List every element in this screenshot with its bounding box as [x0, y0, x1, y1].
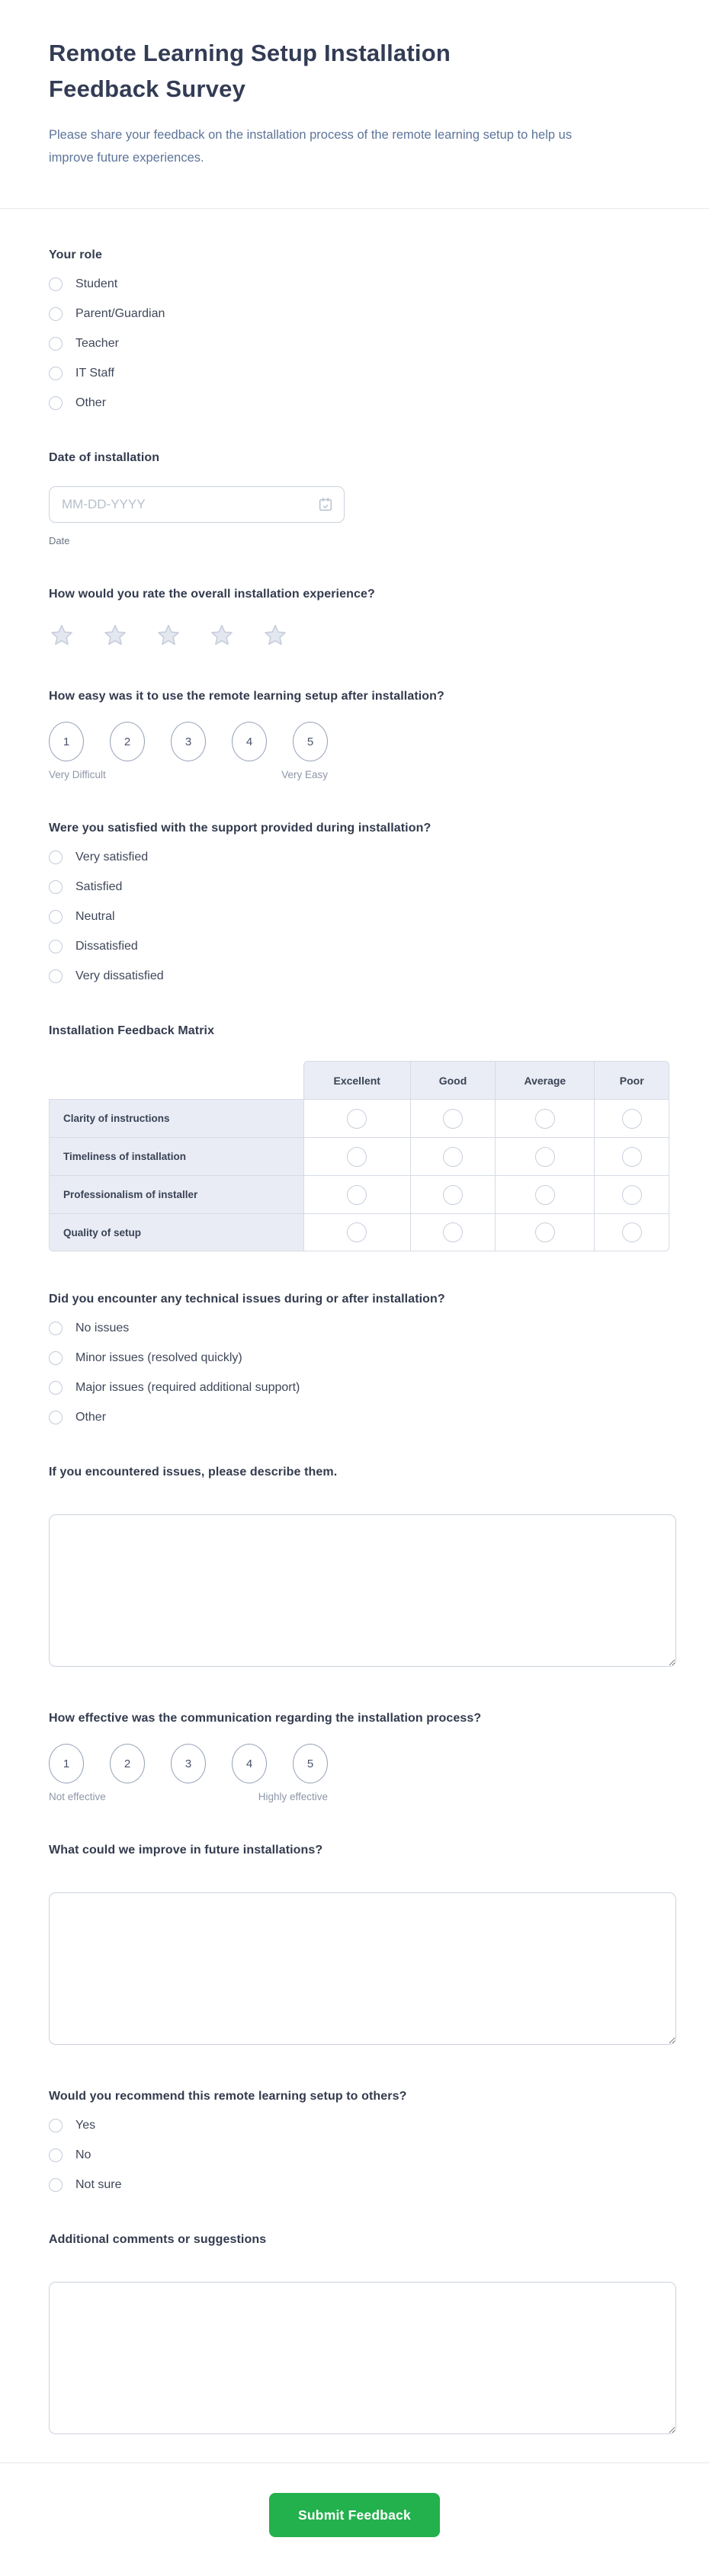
date-helper-label: Date: [49, 535, 70, 546]
matrix-radio-icon[interactable]: [443, 1185, 463, 1205]
matrix-row-label: Professionalism of installer: [49, 1175, 303, 1213]
radio-option-minor-issues[interactable]: [49, 1351, 677, 1365]
radio-icon[interactable]: [49, 2178, 63, 2192]
matrix-cell: [303, 1137, 410, 1175]
matrix-cell: [303, 1213, 410, 1251]
scale-points: [49, 1744, 677, 1783]
question-role: [49, 248, 677, 410]
matrix-column-header: Excellent: [303, 1061, 410, 1099]
survey-form: [0, 248, 709, 2462]
question-describe-issues: [49, 1466, 677, 1671]
scale-end-labels: [49, 769, 328, 780]
matrix-radio-icon[interactable]: [622, 1147, 642, 1167]
option-label: Teacher: [75, 337, 119, 350]
radio-option-no[interactable]: [49, 2148, 677, 2162]
scale-max-label: Very Easy: [281, 769, 328, 780]
scale-points: [49, 722, 677, 761]
radio-icon[interactable]: [49, 2119, 63, 2132]
matrix-cell: [410, 1099, 496, 1137]
question-support: [49, 822, 677, 983]
question-ease: [49, 690, 677, 780]
scale-point-3[interactable]: 3: [171, 722, 206, 761]
matrix-cell: [303, 1099, 410, 1137]
matrix-cell: [594, 1213, 669, 1251]
scale-max-label: Highly effective: [258, 1791, 328, 1802]
question-issues: [49, 1293, 677, 1424]
option-label: Minor issues (resolved quickly): [75, 1351, 242, 1364]
star-icon[interactable]: [156, 623, 181, 649]
matrix-radio-icon[interactable]: [347, 1109, 367, 1129]
matrix-radio-icon[interactable]: [535, 1222, 555, 1242]
survey-footer: [0, 2463, 709, 2576]
matrix-row-quality: [49, 1213, 669, 1251]
matrix-corner-cell: [49, 1061, 303, 1099]
radio-icon[interactable]: [49, 851, 63, 864]
date-input-wrapper: [49, 486, 345, 523]
radio-icon[interactable]: [49, 969, 63, 983]
option-label: No issues: [75, 1322, 130, 1334]
matrix-radio-icon[interactable]: [622, 1109, 642, 1129]
comments-textarea[interactable]: [49, 2282, 676, 2434]
option-label: Very satisfied: [75, 851, 149, 863]
question-label: Additional comments or suggestions: [49, 2233, 267, 2246]
page-subtitle: Please share your feedback on the installation process of the remote learning setup to help us improve future experiences.: [49, 128, 573, 165]
matrix-radio-icon[interactable]: [443, 1222, 463, 1242]
matrix-row-clarity: [49, 1099, 669, 1137]
scale-point-2[interactable]: 2: [110, 722, 145, 761]
radio-option-teacher[interactable]: [49, 337, 677, 351]
matrix-radio-icon[interactable]: [535, 1109, 555, 1129]
radio-option-other-issues[interactable]: [49, 1411, 677, 1424]
radio-option-yes[interactable]: [49, 2119, 677, 2132]
matrix-cell: [495, 1175, 594, 1213]
radio-option-parent-guardian[interactable]: [49, 307, 677, 321]
matrix-header-row: [49, 1061, 669, 1099]
radio-icon[interactable]: [49, 1411, 63, 1424]
option-label: Dissatisfied: [75, 940, 138, 953]
option-label: Neutral: [75, 910, 115, 923]
matrix-cell: [594, 1175, 669, 1213]
matrix-cell: [495, 1137, 594, 1175]
recommend-options: [49, 2119, 677, 2192]
matrix-radio-icon[interactable]: [443, 1109, 463, 1129]
radio-option-dissatisfied[interactable]: [49, 940, 677, 953]
matrix-cell: [410, 1213, 496, 1251]
scale-end-labels: [49, 1791, 328, 1802]
matrix-radio-icon[interactable]: [347, 1147, 367, 1167]
ease-scale: [49, 722, 677, 780]
star-icon[interactable]: [49, 623, 75, 649]
question-label: How effective was the communication regarding the installation process?: [49, 1712, 482, 1725]
radio-icon[interactable]: [49, 277, 63, 291]
matrix-row-professionalism: [49, 1175, 669, 1213]
submit-feedback-button[interactable]: Submit Feedback: [269, 2493, 440, 2537]
matrix-row-timeliness: [49, 1137, 669, 1175]
radio-option-student[interactable]: [49, 277, 677, 291]
option-label: Satisfied: [75, 880, 123, 893]
question-label: If you encountered issues, please describe them.: [49, 1466, 338, 1479]
scale-min-label: Very Difficult: [49, 769, 106, 780]
matrix-radio-icon[interactable]: [622, 1222, 642, 1242]
option-label: Other: [75, 1411, 107, 1424]
question-label: Installation Feedback Matrix: [49, 1024, 215, 1037]
matrix-radio-icon[interactable]: [535, 1185, 555, 1205]
question-label: What could we improve in future installations?: [49, 1844, 323, 1857]
option-label: Parent/Guardian: [75, 307, 165, 320]
question-label: Your role: [49, 248, 102, 261]
support-options: [49, 851, 677, 983]
question-date: [49, 451, 677, 546]
matrix-radio-icon[interactable]: [622, 1185, 642, 1205]
star-icon[interactable]: [262, 623, 288, 649]
matrix-row-label: Timeliness of installation: [49, 1137, 303, 1175]
matrix-row-label: Clarity of instructions: [49, 1099, 303, 1137]
scale-point-5[interactable]: 5: [293, 1744, 328, 1783]
radio-icon[interactable]: [49, 367, 63, 380]
matrix-cell: [303, 1175, 410, 1213]
radio-option-satisfied[interactable]: [49, 880, 677, 894]
header-divider: [0, 208, 709, 209]
question-improve: [49, 1844, 677, 2049]
describe-issues-textarea[interactable]: [49, 1514, 676, 1667]
matrix-cell: [495, 1213, 594, 1251]
question-recommend: [49, 2090, 677, 2192]
radio-icon[interactable]: [49, 396, 63, 410]
date-input[interactable]: [49, 486, 345, 523]
radio-icon[interactable]: [49, 910, 63, 924]
role-options: [49, 277, 677, 410]
question-matrix: [49, 1024, 677, 1251]
radio-icon[interactable]: [49, 2148, 63, 2162]
option-label: IT Staff: [75, 367, 114, 380]
radio-option-major-issues[interactable]: [49, 1381, 677, 1395]
option-label: No: [75, 2148, 91, 2161]
star-icon[interactable]: [102, 623, 128, 649]
matrix-radio-icon[interactable]: [443, 1147, 463, 1167]
star-rating: [49, 623, 677, 649]
improve-textarea[interactable]: [49, 1892, 676, 2045]
star-icon[interactable]: [209, 623, 235, 649]
matrix-cell: [594, 1137, 669, 1175]
radio-icon[interactable]: [49, 337, 63, 351]
radio-option-no-issues[interactable]: [49, 1322, 677, 1335]
matrix-row-label: Quality of setup: [49, 1213, 303, 1251]
option-label: Very dissatisfied: [75, 969, 164, 982]
option-label: Not sure: [75, 2178, 122, 2191]
radio-icon[interactable]: [49, 307, 63, 321]
question-label: Did you encounter any technical issues during or after installation?: [49, 1293, 445, 1306]
survey-header: [0, 0, 709, 208]
question-label: Date of installation: [49, 451, 160, 464]
matrix-column-header: Good: [410, 1061, 496, 1099]
matrix-table-wrapper: [49, 1061, 677, 1251]
page-title: Remote Learning Setup Installation Feedback Survey: [49, 40, 451, 102]
radio-icon[interactable]: [49, 1381, 63, 1395]
option-label: Yes: [75, 2119, 96, 2132]
scale-point-3[interactable]: 3: [171, 1744, 206, 1783]
matrix-cell: [495, 1099, 594, 1137]
matrix-radio-icon[interactable]: [347, 1185, 367, 1205]
scale-point-4[interactable]: 4: [232, 722, 267, 761]
communication-scale: [49, 1744, 677, 1802]
radio-option-very-dissatisfied[interactable]: [49, 969, 677, 983]
scale-point-5[interactable]: 5: [293, 722, 328, 761]
matrix-column-header: Poor: [594, 1061, 669, 1099]
question-comments: [49, 2233, 677, 2438]
radio-icon[interactable]: [49, 1351, 63, 1365]
matrix-cell: [594, 1099, 669, 1137]
matrix-column-header: Average: [495, 1061, 594, 1099]
matrix-table: [49, 1061, 669, 1251]
scale-min-label: Not effective: [49, 1791, 106, 1802]
question-overall-rating: [49, 588, 677, 649]
matrix-cell: [410, 1137, 496, 1175]
radio-option-not-sure[interactable]: [49, 2178, 677, 2192]
question-label: Would you recommend this remote learning setup to others?: [49, 2090, 407, 2103]
issues-options: [49, 1322, 677, 1424]
question-communication: [49, 1712, 677, 1802]
radio-option-other-role[interactable]: [49, 396, 677, 410]
option-label: Major issues (required additional support): [75, 1381, 300, 1394]
option-label: Student: [75, 277, 118, 290]
matrix-cell: [410, 1175, 496, 1213]
scale-point-1[interactable]: 1: [49, 1744, 84, 1783]
scale-point-2[interactable]: 2: [110, 1744, 145, 1783]
option-label: Other: [75, 396, 107, 409]
question-label: How would you rate the overall installation experience?: [49, 588, 375, 601]
scale-point-1[interactable]: 1: [49, 722, 84, 761]
question-label: How easy was it to use the remote learning setup after installation?: [49, 690, 444, 703]
matrix-radio-icon[interactable]: [535, 1147, 555, 1167]
radio-option-very-satisfied[interactable]: [49, 851, 677, 864]
calendar-check-icon[interactable]: [317, 496, 334, 517]
radio-option-it-staff[interactable]: [49, 367, 677, 380]
radio-icon[interactable]: [49, 880, 63, 894]
matrix-radio-icon[interactable]: [347, 1222, 367, 1242]
radio-option-neutral[interactable]: [49, 910, 677, 924]
question-label: Were you satisfied with the support provided during installation?: [49, 822, 431, 835]
radio-icon[interactable]: [49, 940, 63, 953]
radio-icon[interactable]: [49, 1322, 63, 1335]
scale-point-4[interactable]: 4: [232, 1744, 267, 1783]
